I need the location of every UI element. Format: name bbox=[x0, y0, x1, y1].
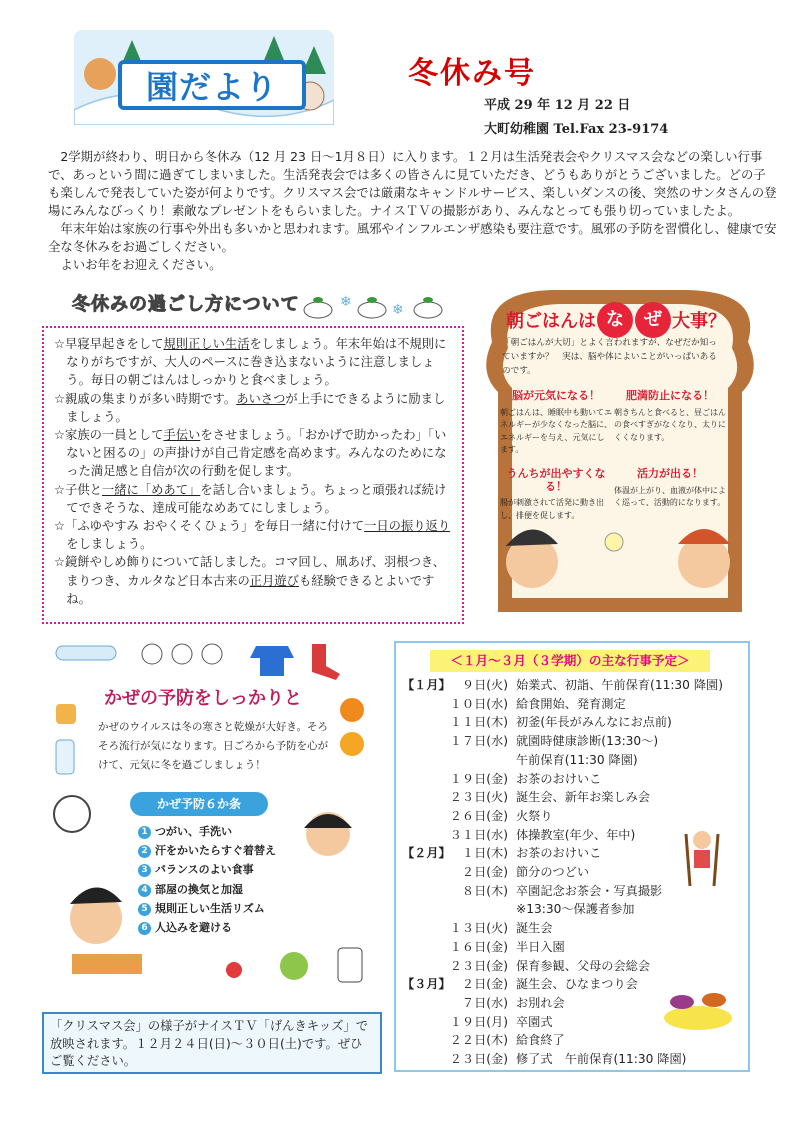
intro-text bbox=[48, 148, 778, 274]
winter-tip: ☆子供と一緒に「めあて」を話し合いましょう。ちょっと頑張れば続けてできそうな、達成可能なめあてにしましょう。 bbox=[54, 482, 447, 515]
winter-heading: 冬休みの過ごし方について bbox=[72, 294, 300, 315]
naze-badge: ぜ bbox=[635, 302, 671, 338]
cold-title: かぜの予防をしっかりと bbox=[104, 688, 302, 709]
bottle-icon bbox=[56, 740, 74, 774]
schedule-month bbox=[402, 826, 438, 845]
svg-text:❄: ❄ bbox=[392, 302, 404, 318]
schedule-date: ９日(火) bbox=[461, 678, 508, 692]
schedule-row bbox=[402, 807, 742, 826]
schedule-month: 【３月】 bbox=[402, 977, 451, 992]
schedule-month bbox=[402, 882, 438, 901]
schedule-date: ８日(木) bbox=[461, 883, 508, 898]
schedule-row bbox=[402, 751, 742, 770]
schedule-month: 【２月】 bbox=[402, 846, 451, 861]
shirt-icon bbox=[250, 646, 294, 676]
schedule-month bbox=[402, 1013, 438, 1032]
schedule-event: 誕生会 bbox=[516, 921, 553, 936]
cabbage-icon bbox=[280, 952, 308, 980]
schedule-date: １９日(月) bbox=[449, 1014, 508, 1029]
schedule-event: 始業式、初詣、午前保育(11:30 降園) bbox=[516, 678, 723, 692]
schedule-month bbox=[402, 695, 438, 714]
cup-icon bbox=[56, 704, 76, 724]
intro-paragraph: よいお年をお迎えください。 bbox=[60, 257, 222, 272]
tv-notice: 「クリスマス会」の様子がナイスＴＶ「げんきキッズ」で放映されます。１２月２４日(日)～３０日(土)です。ぜひご覧ください。 bbox=[42, 1012, 382, 1074]
schedule-row bbox=[402, 770, 742, 789]
schedule-month bbox=[402, 713, 438, 732]
schedule-event: 給食終了 bbox=[516, 1033, 565, 1048]
schedule-month bbox=[402, 994, 438, 1013]
breakfast-point: 肥満防止になる！ 朝きちんと食べると、昼ごはんの食べすぎがなくなり、太りにくくなります。 bbox=[614, 389, 726, 442]
schedule-row bbox=[402, 938, 742, 957]
schedule-month bbox=[402, 919, 438, 938]
schedule-date: １１日(木) bbox=[449, 715, 508, 730]
schedule-row bbox=[402, 919, 742, 938]
schedule-date: ２３日(火) bbox=[449, 790, 508, 805]
cold-rule: 1 つがい、手洗い bbox=[138, 822, 318, 841]
cold-rule: 3 バランスのよい食事 bbox=[138, 860, 318, 879]
schedule-event: 誕生会、新年お楽しみ会 bbox=[516, 790, 651, 805]
schedule-row bbox=[402, 732, 742, 751]
cloud-face-icon bbox=[202, 644, 222, 664]
schedule-date: ２６日(金) bbox=[449, 808, 508, 823]
cold-rule: 6 人込みを避ける bbox=[138, 918, 318, 937]
winter-tip: ☆「ふゆやすみ おやくそくひょう」を毎日一緒に付けて一日の振り返りをしましょう。 bbox=[54, 519, 451, 552]
schedule-date: ２日(金) bbox=[461, 865, 508, 880]
schedule-event: 半日入園 bbox=[516, 939, 565, 954]
lightbulb-icon bbox=[605, 533, 623, 551]
schedule-date: １７日(水) bbox=[449, 734, 508, 749]
schedule-date: １６日(金) bbox=[449, 939, 508, 954]
cold-rules-list bbox=[138, 822, 318, 937]
schedule-date: ２３日(金) bbox=[449, 958, 508, 973]
schedule-month bbox=[402, 938, 438, 957]
schedule-event: 就園時健康診断(13:30～) bbox=[516, 734, 659, 749]
intro-paragraph: 年末年始は家族の行事や外出も多いかと思われます。風邪やインフルエンザ感染も要注意です。風邪の予防を習慣化し、健康で安全な冬休みをお過ごしください。 bbox=[48, 221, 777, 254]
thermometer-icon bbox=[56, 646, 116, 660]
schedule-row bbox=[402, 900, 742, 919]
clock-icon bbox=[54, 796, 90, 832]
schedule-month bbox=[402, 1050, 438, 1069]
schedule-event: 卒園式 bbox=[516, 1014, 553, 1029]
schedule-event: 修了式 午前保育(11:30 降園) bbox=[516, 1052, 687, 1067]
schedule-month bbox=[402, 807, 438, 826]
schedule-date: １日(木) bbox=[461, 846, 508, 861]
schedule-event: 給食開始、発育測定 bbox=[516, 696, 626, 711]
schedule-date: ２２日(木) bbox=[449, 1033, 508, 1048]
stilts-child-illustration bbox=[672, 828, 732, 888]
issue-date: 平成 29 年 12 月 22 日 bbox=[484, 98, 631, 113]
school-contact: 大町幼稚園 Tel.Fax 23-9174 bbox=[484, 122, 669, 137]
cold-rule: 2 汗をかいたらすぐ着替え bbox=[138, 841, 318, 860]
schedule-date: ３１日(水) bbox=[449, 827, 508, 842]
breakfast-point: 活力が出る！ 体温が上がり、血液が体中によく巡って、活動的になります。 bbox=[614, 467, 726, 507]
breakfast-point: うんちが出やすくなる！ 腸が刺激されて活発に動き出し、排便を促します。 bbox=[500, 467, 606, 520]
schedule-row bbox=[402, 957, 742, 976]
schedule-title: ＜１月～３月（３学期）の主な行事予定＞ bbox=[430, 650, 710, 672]
cold-rule: 4 部屋の換気と加湿 bbox=[138, 880, 318, 899]
winter-tip: ☆早寝早起きをして規則正しい生活をしましょう。年末年始は不規則になりがちですが、大人のペースに巻き込まないように注意しましょう。毎日の朝ごはんはしっかりと食べましょう。 bbox=[54, 337, 447, 388]
schedule-month bbox=[402, 1031, 438, 1050]
schedule-month bbox=[402, 751, 438, 770]
schedule-row bbox=[402, 695, 742, 714]
schedule-date bbox=[438, 900, 516, 919]
schedule-event: 初釜(年長がみんなにお点前) bbox=[516, 715, 672, 730]
schedule-month bbox=[402, 900, 438, 919]
rice-cake-decoration bbox=[300, 290, 450, 320]
naze-badge: な bbox=[597, 302, 633, 338]
schedule-month bbox=[402, 863, 438, 882]
schedule-event: 火祭り bbox=[516, 808, 553, 823]
strawberry-icon bbox=[226, 962, 242, 978]
humidifier-icon bbox=[338, 948, 362, 982]
schedule-event: 卒園記念お茶会・写真撮影 bbox=[516, 883, 663, 898]
schedule-month bbox=[402, 770, 438, 789]
breakfast-point: 脳が元気になる！ 朝ごはんは、睡眠中も動いてエネルギーが少なくなった脳に、エネルギーを与え、元気にします。 bbox=[500, 389, 612, 454]
masthead-title: 園だより bbox=[118, 60, 306, 110]
orange-icon bbox=[340, 732, 364, 756]
schedule-event: 午前保育(11:30 降園) bbox=[516, 752, 638, 767]
schedule-event: ※13:30～保護者参加 bbox=[516, 902, 635, 917]
intro-paragraph: 2学期が終わり、明日から冬休み（12 月 23 日～1月８日）に入ります。１２月は生活発表会やクリスマス会などの楽しい行事で、あっという間に過ぎてしまいました。生活発表会では多くの皆さんに見ていただき、どうもありがとうございました。どの子も楽しんで発表していた姿が何よりです。クリスマス会では厳粛なキャンドルサービス、楽しいダンスの後、突然のサンタさんの登場にみんなびっくり！素敵なプレゼントをもらいました。ナイスＴＶの撮影があり、みんなとっても張り切っていましたよ。 bbox=[48, 149, 777, 218]
schedule-date: １３日(火) bbox=[449, 921, 508, 936]
winter-tip: ☆鏡餅やしめ飾りについて話しました。コマ回し、凧あげ、羽根つき、まりつき、カルタなど日本古来の正月遊びも経験できるとよいですね。 bbox=[54, 555, 445, 606]
schedule-event: 節分のつどい bbox=[516, 865, 590, 880]
svg-text:❄: ❄ bbox=[340, 294, 352, 310]
sock-icon bbox=[312, 644, 340, 680]
orange-icon bbox=[340, 698, 364, 722]
cold-text: かぜのウイルスは冬の寒さと乾燥が大好き。そろそろ流行が気になります。日ごろから予防を心がけて、元気に冬を過ごしましょう！ bbox=[98, 721, 329, 771]
schedule-event: 体操教室(年少、年中) bbox=[516, 827, 636, 842]
cloud-face-icon bbox=[172, 644, 192, 664]
schedule-date: ２日(金) bbox=[461, 977, 508, 992]
schedule-event: お別れ会 bbox=[516, 995, 565, 1010]
schedule-month: 【１月】 bbox=[402, 678, 451, 692]
schedule-row bbox=[402, 1050, 742, 1069]
winter-tip: ☆親戚の集まりが多い時期です。あいさつが上手にできるように励ましましょう。 bbox=[54, 391, 446, 424]
winter-tip: ☆家族の一員として手伝いをさせましょう。「おかげで助かったわ」「いないと困るの」の声掛けが自己肯定感を高めます。みんなのためになった満足感と自信が次の行動を促します。 bbox=[54, 428, 447, 479]
schedule-month bbox=[402, 788, 438, 807]
issue-title: 冬休み号 bbox=[408, 56, 536, 91]
schedule-date: １９日(金) bbox=[449, 771, 508, 786]
schedule-date bbox=[438, 751, 516, 770]
breakfast-lead: 「朝ごはんが大切」とよく言われますが、なぜだか知っていますか？ 実は、脳や体によいことがいっぱいあるのです。 bbox=[502, 338, 717, 376]
cold-rule: 5 規則正しい生活リズム bbox=[138, 899, 318, 918]
schedule-event: お茶のおけいこ bbox=[516, 846, 602, 861]
bear-icon bbox=[84, 58, 116, 90]
schedule-date: １０日(水) bbox=[449, 696, 508, 711]
schedule-date: ７日(水) bbox=[461, 995, 508, 1010]
schedule-row bbox=[402, 676, 742, 695]
spinning-tops-illustration bbox=[658, 986, 738, 1036]
schedule-date: ２３日(金) bbox=[449, 1052, 508, 1067]
schedule-row bbox=[402, 713, 742, 732]
schedule-month bbox=[402, 957, 438, 976]
winter-tips-box bbox=[42, 326, 464, 624]
breakfast-title: 朝ごはんは な ぜ 大事？ bbox=[496, 304, 736, 336]
schedule-event: 保育参観、父母の会総会 bbox=[516, 958, 651, 973]
schedule-event: お茶のおけいこ bbox=[516, 771, 602, 786]
schedule-row bbox=[402, 788, 742, 807]
schedule-month bbox=[402, 732, 438, 751]
schedule-event: 誕生会、ひなまつり会 bbox=[516, 977, 638, 992]
cloud-face-icon bbox=[142, 644, 162, 664]
table-icon bbox=[72, 954, 142, 974]
cold-rules-label: かぜ予防６か条 bbox=[130, 792, 268, 816]
